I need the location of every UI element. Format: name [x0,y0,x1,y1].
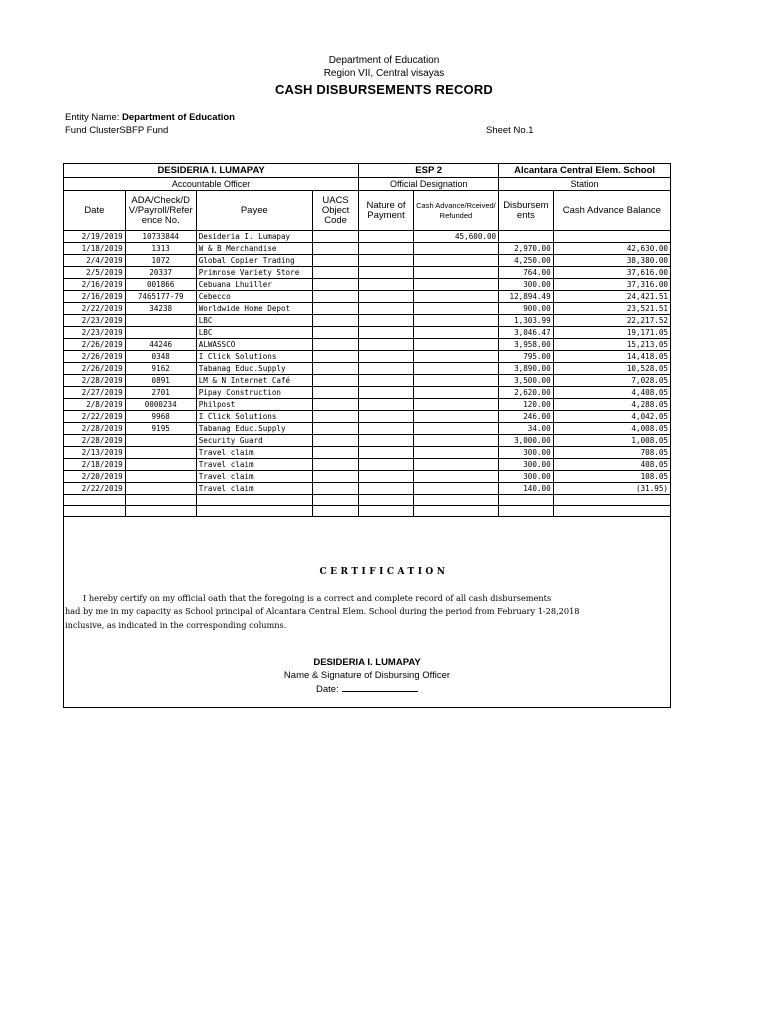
row-reference: 9195 [125,423,196,435]
row-payee: Primrose Variety Store [196,267,312,279]
row-nature [359,255,414,267]
row-uacs [312,351,358,363]
blank-row [64,495,671,506]
row-uacs [312,423,358,435]
blank-cell [64,506,126,517]
region-heading: Region VII, Central visayas [323,68,445,79]
row-reference: 2701 [125,387,196,399]
row-balance: 4,288.05 [553,399,670,411]
row-date: 2/13/2019 [64,447,126,459]
row-payee: Global Copier Trading [196,255,312,267]
row-cash-advance [413,459,498,471]
row-disbursement: 3,958.00 [499,339,554,351]
row-uacs [312,231,358,243]
row-date: 2/19/2019 [64,231,126,243]
row-reference [125,327,196,339]
row-nature [359,375,414,387]
table-row [64,327,671,339]
row-balance: 4,008.05 [553,423,670,435]
row-payee: I Click Solutions [196,351,312,363]
col-disbursements: Disbursements [499,191,554,231]
blank-cell [64,495,126,506]
table-row [64,411,671,423]
table-row [64,399,671,411]
department-heading: Department of Education [328,55,440,66]
row-uacs [312,315,358,327]
table-row [64,315,671,327]
blank-cell [196,506,312,517]
row-cash-advance [413,387,498,399]
sheet-number: Sheet No.1 [486,125,534,136]
disbursement-table [63,163,671,517]
row-balance: 23,521.51 [553,303,670,315]
officer-station: Alcantara Central Elem. School [499,164,671,178]
row-nature [359,447,414,459]
row-nature [359,291,414,303]
row-cash-advance [413,339,498,351]
row-balance: 42,630.00 [553,243,670,255]
row-reference: 0891 [125,375,196,387]
row-uacs [312,375,358,387]
row-nature [359,471,414,483]
row-payee: Worldwide Home Depot [196,303,312,315]
row-disbursement: 2,970.00 [499,243,554,255]
row-disbursement: 795.00 [499,351,554,363]
row-disbursement: 3,890.00 [499,363,554,375]
row-cash-advance [413,267,498,279]
row-reference [125,447,196,459]
row-payee: Travel claim [196,459,312,471]
designation-caption: Official Designation [359,178,499,191]
row-nature [359,399,414,411]
fund-cluster: Fund ClusterSBFP Fund [65,125,169,136]
col-reference: ADA/Check/DV/Payroll/Reference No. [125,191,196,231]
row-cash-advance [413,291,498,303]
table-row [64,303,671,315]
row-balance: (31.95) [553,483,670,495]
row-balance: 408.05 [553,459,670,471]
row-balance: 10,528.05 [553,363,670,375]
blank-cell [196,495,312,506]
col-balance: Cash Advance Balance [553,191,670,231]
row-disbursement: 3,500.00 [499,375,554,387]
row-uacs [312,291,358,303]
table-row [64,363,671,375]
row-nature [359,267,414,279]
table-row [64,339,671,351]
col-uacs: UACS Object Code [312,191,358,231]
row-payee: Tabanag Educ.Supply [196,423,312,435]
row-nature [359,243,414,255]
row-disbursement: 120.00 [499,399,554,411]
row-reference: 0348 [125,351,196,363]
row-reference: 0000234 [125,399,196,411]
row-uacs [312,411,358,423]
row-payee: Desideria I. Lumapay [196,231,312,243]
row-cash-advance: 45,600.00 [413,231,498,243]
table-row [64,447,671,459]
row-disbursement: 246.00 [499,411,554,423]
table-row [64,267,671,279]
station-caption: Station [499,178,671,191]
blank-cell [359,495,414,506]
row-reference: 7465177-79 [125,291,196,303]
row-cash-advance [413,399,498,411]
blank-cell [413,495,498,506]
table-row [64,387,671,399]
row-date: 2/23/2019 [64,327,126,339]
row-date: 2/4/2019 [64,255,126,267]
row-balance: 14,418.05 [553,351,670,363]
col-cash-advance: Cash Advance/Rceived/ Refunded [413,191,498,231]
row-date: 2/28/2019 [64,423,126,435]
row-payee: ALWASSCO [196,339,312,351]
blank-row [64,506,671,517]
row-payee: Philpost [196,399,312,411]
blank-cell [312,495,358,506]
row-disbursement: 300.00 [499,447,554,459]
row-disbursement: 12,894.49 [499,291,554,303]
certification-line: inclusive, as indicated in the corresponding columns. [65,620,287,630]
row-nature [359,327,414,339]
row-payee: LBC [196,327,312,339]
row-balance: 1,008.05 [553,435,670,447]
row-disbursement: 3,046.47 [499,327,554,339]
row-disbursement: 3,000.00 [499,435,554,447]
row-reference [125,483,196,495]
table-row [64,231,671,243]
row-date: 2/5/2019 [64,267,126,279]
row-disbursement: 140.00 [499,483,554,495]
row-payee: Travel claim [196,471,312,483]
row-balance [553,231,670,243]
row-payee: W & B Merchandise [196,243,312,255]
row-cash-advance [413,471,498,483]
row-reference: 9968 [125,411,196,423]
row-uacs [312,483,358,495]
table-row [64,471,671,483]
date-field [316,683,418,695]
blank-cell [553,506,670,517]
col-date: Date [64,191,126,231]
blank-cell [553,495,670,506]
row-reference [125,459,196,471]
row-nature [359,351,414,363]
blank-cell [125,506,196,517]
row-nature [359,363,414,375]
row-cash-advance [413,279,498,291]
blank-cell [499,506,554,517]
officer-name-caption: Accountable Officer [64,178,359,191]
row-payee: Pipay Construction [196,387,312,399]
table-row [64,459,671,471]
table-row [64,279,671,291]
row-payee: LBC [196,315,312,327]
row-balance: 38,380.00 [553,255,670,267]
blank-cell [359,506,414,517]
row-uacs [312,435,358,447]
row-date: 2/8/2019 [64,399,126,411]
row-balance: 7,028.05 [553,375,670,387]
row-reference: 1072 [125,255,196,267]
certification-title: CERTIFICATION [319,567,449,577]
table-row [64,435,671,447]
blank-cell [499,495,554,506]
row-uacs [312,267,358,279]
col-payee: Payee [196,191,312,231]
row-balance: 24,421.51 [553,291,670,303]
row-date: 2/28/2019 [64,435,126,447]
row-reference: 001866 [125,279,196,291]
blank-cell [413,506,498,517]
entity-label: Entity Name: [65,112,123,123]
row-disbursement: 300.00 [499,279,554,291]
row-disbursement: 4,250.00 [499,255,554,267]
row-uacs [312,339,358,351]
row-reference: 10733844 [125,231,196,243]
row-reference [125,315,196,327]
row-disbursement: 300.00 [499,459,554,471]
row-disbursement [499,231,554,243]
table-row [64,243,671,255]
row-date: 2/16/2019 [64,279,126,291]
row-reference: 44246 [125,339,196,351]
table-row [64,483,671,495]
row-balance: 4,408.05 [553,387,670,399]
row-date: 2/26/2019 [64,363,126,375]
row-payee: Cebuana Lhuiller [196,279,312,291]
blank-cell [312,506,358,517]
row-cash-advance [413,363,498,375]
signer-caption: Name & Signature of Disbursing Officer [283,670,451,681]
row-balance: 22,217.52 [553,315,670,327]
row-date: 2/20/2019 [64,471,126,483]
row-payee: LM & N Internet Café [196,375,312,387]
row-nature [359,315,414,327]
row-nature [359,339,414,351]
row-nature [359,231,414,243]
row-cash-advance [413,315,498,327]
row-payee: Travel claim [196,447,312,459]
blank-cell [125,495,196,506]
certification-line: had by me in my capacity as School principal of Alcantara Central Elem. School during the period from February 1-28,2018 [65,606,580,616]
row-nature [359,387,414,399]
row-uacs [312,447,358,459]
row-cash-advance [413,423,498,435]
row-balance: 708.05 [553,447,670,459]
row-date: 2/27/2019 [64,387,126,399]
row-uacs [312,459,358,471]
row-balance: 108.05 [553,471,670,483]
table-row [64,423,671,435]
row-nature [359,303,414,315]
row-date: 2/26/2019 [64,351,126,363]
row-cash-advance [413,435,498,447]
table-row [64,255,671,267]
row-cash-advance [413,351,498,363]
row-disbursement: 2,620.00 [499,387,554,399]
row-date: 2/22/2019 [64,483,126,495]
row-reference: 9162 [125,363,196,375]
row-nature [359,411,414,423]
officer-designation: ESP 2 [359,164,499,178]
row-payee: Travel claim [196,483,312,495]
row-reference: 1313 [125,243,196,255]
entity-name [65,112,235,123]
table-row [64,351,671,363]
row-date: 2/22/2019 [64,411,126,423]
row-payee: Security Guard [196,435,312,447]
row-disbursement: 900.00 [499,303,554,315]
row-date: 2/16/2019 [64,291,126,303]
row-date: 2/28/2019 [64,375,126,387]
row-payee: I Click Solutions [196,411,312,423]
row-payee: Tabanag Educ.Supply [196,363,312,375]
row-uacs [312,243,358,255]
row-disbursement: 764.00 [499,267,554,279]
row-disbursement: 34.00 [499,423,554,435]
row-nature [359,459,414,471]
row-cash-advance [413,303,498,315]
row-cash-advance [413,327,498,339]
row-balance: 4,042.05 [553,411,670,423]
row-date: 2/18/2019 [64,459,126,471]
row-reference [125,435,196,447]
row-disbursement: 300.00 [499,471,554,483]
row-uacs [312,471,358,483]
row-uacs [312,327,358,339]
date-label: Date: [316,684,339,695]
row-uacs [312,279,358,291]
row-cash-advance [413,255,498,267]
row-date: 1/18/2019 [64,243,126,255]
row-nature [359,435,414,447]
row-reference: 20337 [125,267,196,279]
row-cash-advance [413,375,498,387]
row-uacs [312,399,358,411]
row-cash-advance [413,447,498,459]
row-date: 2/26/2019 [64,339,126,351]
row-uacs [312,303,358,315]
row-payee: Cebecco [196,291,312,303]
row-date: 2/22/2019 [64,303,126,315]
row-uacs [312,387,358,399]
officer-name: DESIDERIA I. LUMAPAY [64,164,359,178]
row-cash-advance [413,411,498,423]
signer-name: DESIDERIA I. LUMAPAY [313,657,421,668]
table-row [64,291,671,303]
row-date: 2/23/2019 [64,315,126,327]
row-reference [125,471,196,483]
col-nature: Nature of Payment [359,191,414,231]
row-nature [359,279,414,291]
row-uacs [312,363,358,375]
row-balance: 37,316.00 [553,279,670,291]
entity-value: Department of Education [122,112,235,123]
date-blank-line [342,683,418,692]
document-title: CASH DISBURSEMENTS RECORD [274,82,494,97]
row-balance: 37,616.00 [553,267,670,279]
row-nature [359,483,414,495]
row-cash-advance [413,483,498,495]
row-balance: 15,213.05 [553,339,670,351]
row-reference: 34238 [125,303,196,315]
certification-line: I hereby certify on my official oath that the foregoing is a correct and complete record of all cash disbursements [83,593,552,603]
table-row [64,375,671,387]
row-balance: 19,171.05 [553,327,670,339]
row-nature [359,423,414,435]
row-disbursement: 1,303.99 [499,315,554,327]
row-uacs [312,255,358,267]
row-cash-advance [413,243,498,255]
